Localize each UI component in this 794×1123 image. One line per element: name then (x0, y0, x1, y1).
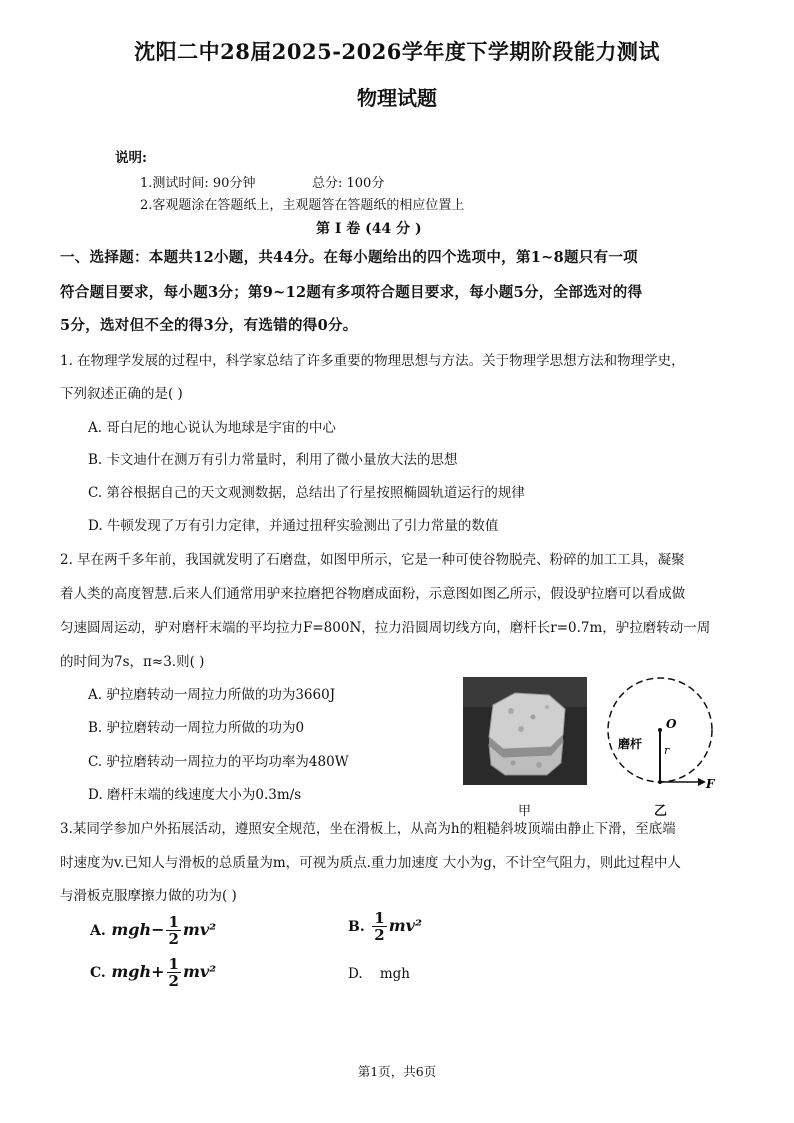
q3-stem-line1: 3.某同学参加户外拓展活动，遵照安全规范，坐在滑板上，从高为h的粗糙斜坡顶端由静止下滑，至底端 (60, 821, 676, 837)
label-radius-r: r (664, 744, 670, 757)
q1-stem-line2: 下列叙述正确的是( ) (60, 386, 183, 402)
notes-label: 说明: (115, 150, 147, 166)
page-footer: 第1页，共6页 (357, 1064, 437, 1079)
q1-option-a: A. 哥白尼的地心说认为地球是宇宙的中心 (88, 420, 336, 436)
q2-option-a: A. 驴拉磨转动一周拉力所做的功为3660J (88, 687, 336, 703)
millstone-photo (463, 677, 587, 785)
q2-stem-line4: 的时间为7s，π≈3.则( ) (60, 654, 205, 670)
section-instructions-line2: 符合题目要求，每小题3分；第9~12题有多项符合题目要求，每小题5分，全部选对的得 (60, 284, 643, 301)
q2-stem-line3: 匀速圆周运动，驴对磨杆末端的平均拉力F=800N，拉力沿圆周切线方向，磨杆长r=0.7m，驴拉磨转动一周 (60, 620, 711, 636)
q3-option-a: A. mgh− $\frac{1}{2}$ mv² (90, 913, 217, 948)
q3-stem-line3: 与滑板克服摩擦力做的功为( ) (60, 888, 237, 904)
label-rod: 磨杆 (618, 737, 643, 751)
q1-stem-line1: 1. 在物理学发展的过程中，科学家总结了许多重要的物理思想与方法。关于物理学思想方法和物理学史， (60, 353, 685, 369)
notes-answer-instructions: 2.客观题涂在答题纸上，主观题答在答题纸的相应位置上 (140, 198, 465, 213)
q2-stem-line1: 2. 早在两千多年前，我国就发明了石磨盘，如图甲所示，它是一种可使谷物脱壳、粉碎的加工工具，凝聚 (60, 552, 685, 568)
q3-option-d: D. mgh (348, 966, 410, 982)
figure-caption-jia: 甲 (518, 804, 532, 819)
label-force-f: F (706, 777, 715, 791)
section-instructions-line1: 一、选择题：本题共12小题，共44分。在每小题给出的四个选项中，第1~8题只有一项 (60, 249, 638, 266)
q3-option-b: B. $\frac{1}{2}$ mv² (348, 909, 422, 944)
q2-stem-line2: 着人类的高度智慧.后来人们通常用驴来拉磨把谷物磨成面粉，示意图如图乙所示，假设驴拉磨可以看成做 (60, 586, 686, 602)
exam-subtitle: 物理试题 (357, 86, 437, 110)
section-instructions-line3: 5分，选对但不全的得3分，有选错的得0分。 (60, 317, 358, 334)
q3-stem-line2: 时速度为v.已知人与滑板的总质量为m，可视为质点.重力加速度 大小为g，不计空气阻力，则此过程中人 (60, 855, 681, 871)
label-center-o: O (666, 717, 677, 731)
q1-option-c: C. 第谷根据自己的天文观测数据，总结出了行星按照椭圆轨道运行的规律 (88, 485, 525, 501)
circular-path-diagram (600, 670, 720, 800)
q2-option-d: D. 磨杆末端的线速度大小为0.3m/s (88, 787, 302, 803)
figure-caption-yi: 乙 (654, 804, 668, 819)
notes-score: 总分: 100分 (312, 176, 385, 191)
q1-option-d: D. 牛顿发现了万有引力定律，并通过扭秤实验测出了引力常量的数值 (88, 518, 499, 534)
q3-option-c: C. mgh+ $\frac{1}{2}$ mv² (90, 955, 217, 990)
part-heading: 第 I 卷 (44 分 ) (316, 221, 422, 237)
q1-option-b: B. 卡文迪什在测万有引力常量时，利用了微小量放大法的思想 (88, 452, 458, 468)
notes-time: 1.测试时间: 90分钟 (140, 176, 256, 191)
q2-option-c: C. 驴拉磨转动一周拉力的平均功率为480W (88, 754, 349, 770)
q2-option-b: B. 驴拉磨转动一周拉力所做的功为0 (88, 720, 305, 736)
exam-title: 沈阳二中28届2025-2026学年度下学期阶段能力测试 (134, 39, 660, 64)
